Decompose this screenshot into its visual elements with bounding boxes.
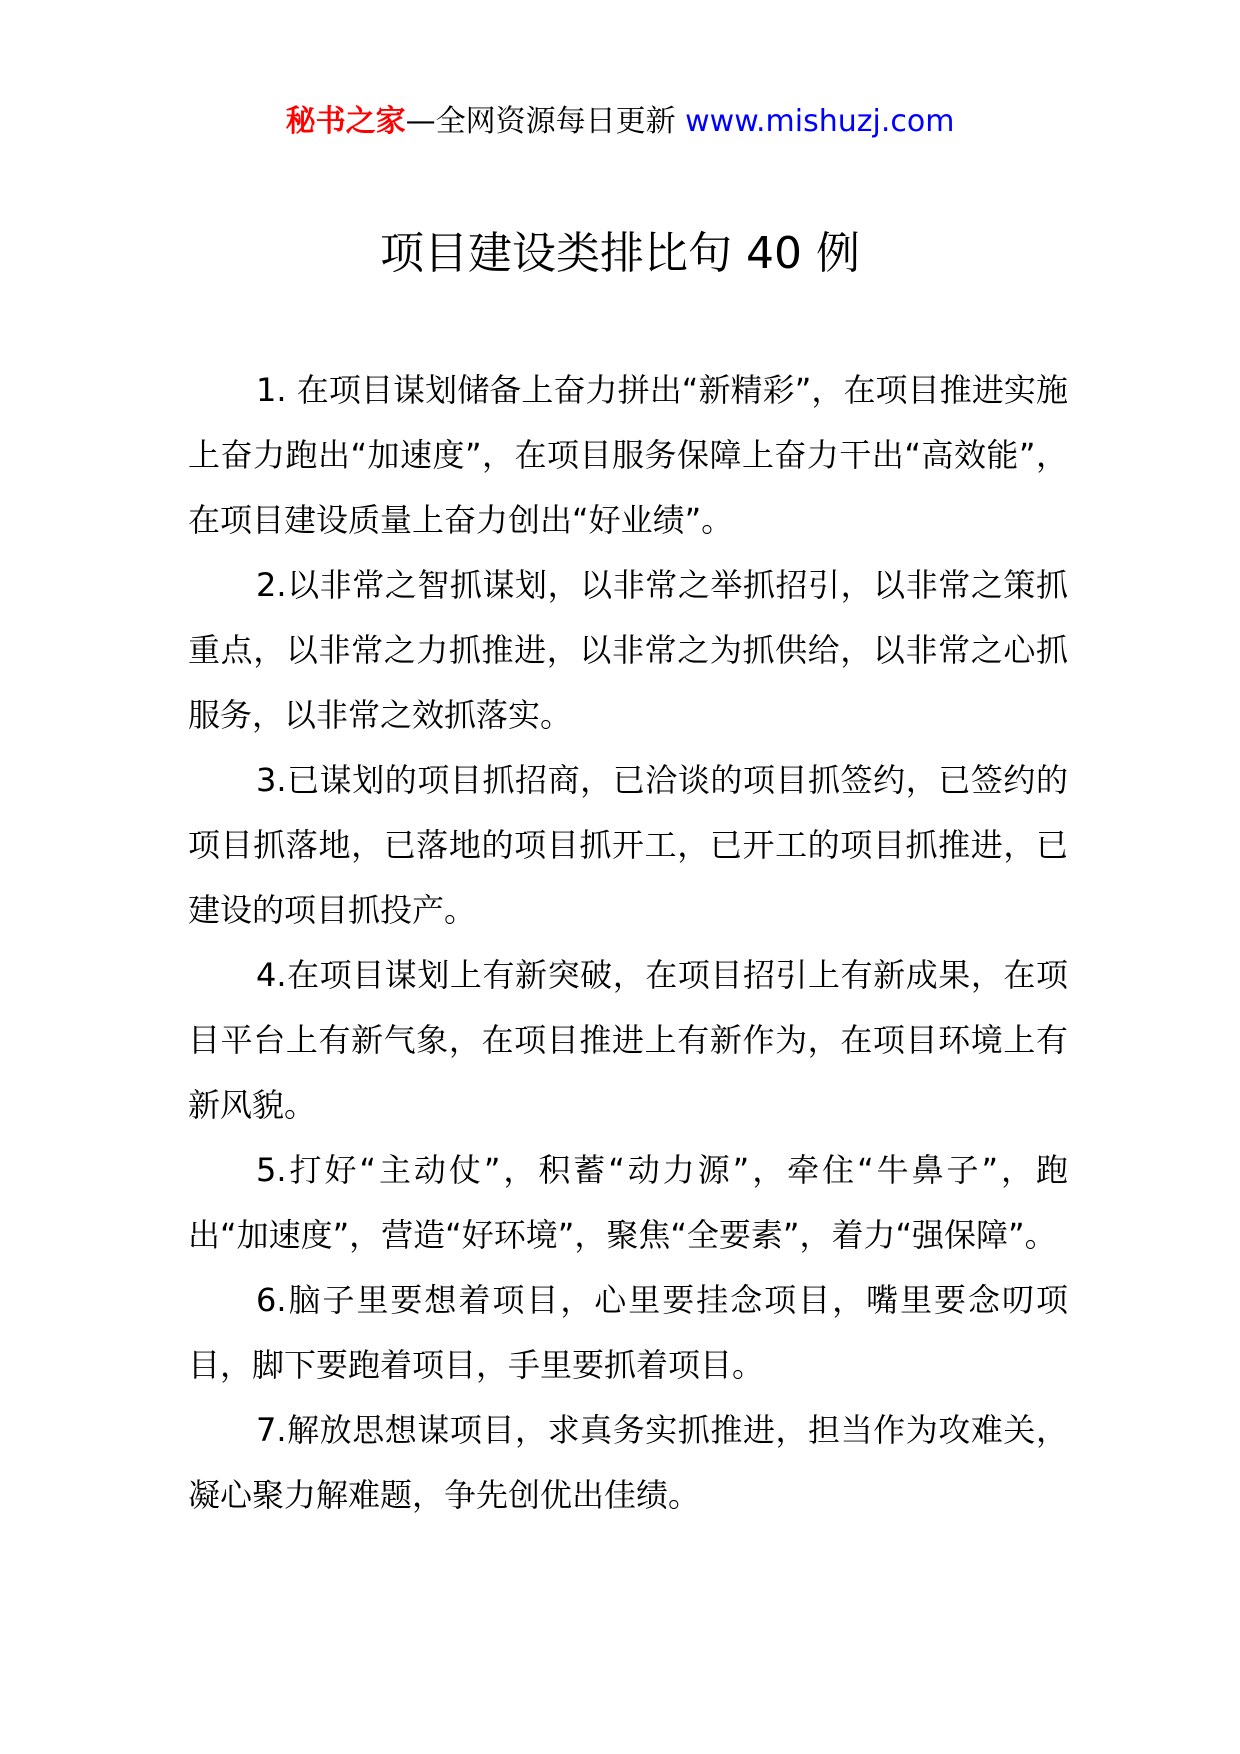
document-body [188, 358, 1068, 1528]
paragraph-1: 1. 在项目谋划储备上奋力拼出“新精彩”，在项目推进实施上奋力跑出“加速度”，在项目服务保障上奋力干出“高效能”， 在项目建设质量上奋力创出“好业绩”。 [188, 371, 1068, 539]
document-title: 项目建设类排比句 40 例 [380, 228, 860, 279]
paragraph-4: 4.在项目谋划上有新突破，在项目招引上有新成果，在项目平台上有新气象，在项目推进上有新作为，在项目环境上有新风貌。 [188, 956, 1068, 1124]
brand-name: 秘书之家 [285, 104, 406, 139]
paragraph-5: 5.打好“主动仗”，积蓄“动力源”，牵住“牛鼻子”，跑出“加速度”，营造“好环境”，聚焦“全要素”，着力“强保障”。 [188, 1151, 1068, 1254]
paragraph-6: 6.脑子里要想着项目，心里要挂念项目，嘴里要念叨项目，脚下要跑着项目，手里要抓着项目。 [188, 1281, 1068, 1384]
paragraph-2: 2.以非常之智抓谋划，以非常之举抓招引，以非常之策抓重点，以非常之力抓推进，以非常之为抓供给，以非常之心抓服务，以非常之效抓落实。 [188, 566, 1068, 734]
paragraph-3: 3.已谋划的项目抓招商，已洽谈的项目抓签约，已签约的项目抓落地，已落地的项目抓开工，已开工的项目抓推进，已建设的项目抓投产。 [188, 761, 1068, 929]
site-banner [0, 100, 1240, 144]
site-url-link[interactable]: www.mishuzj.com [685, 104, 955, 139]
brand-tagline: —全网资源每日更新 [405, 104, 686, 139]
paragraph-7: 7.解放思想谋项目，求真务实抓推进，担当作为攻难关，凝心聚力解难题，争先创优出佳绩。 [188, 1411, 1068, 1514]
